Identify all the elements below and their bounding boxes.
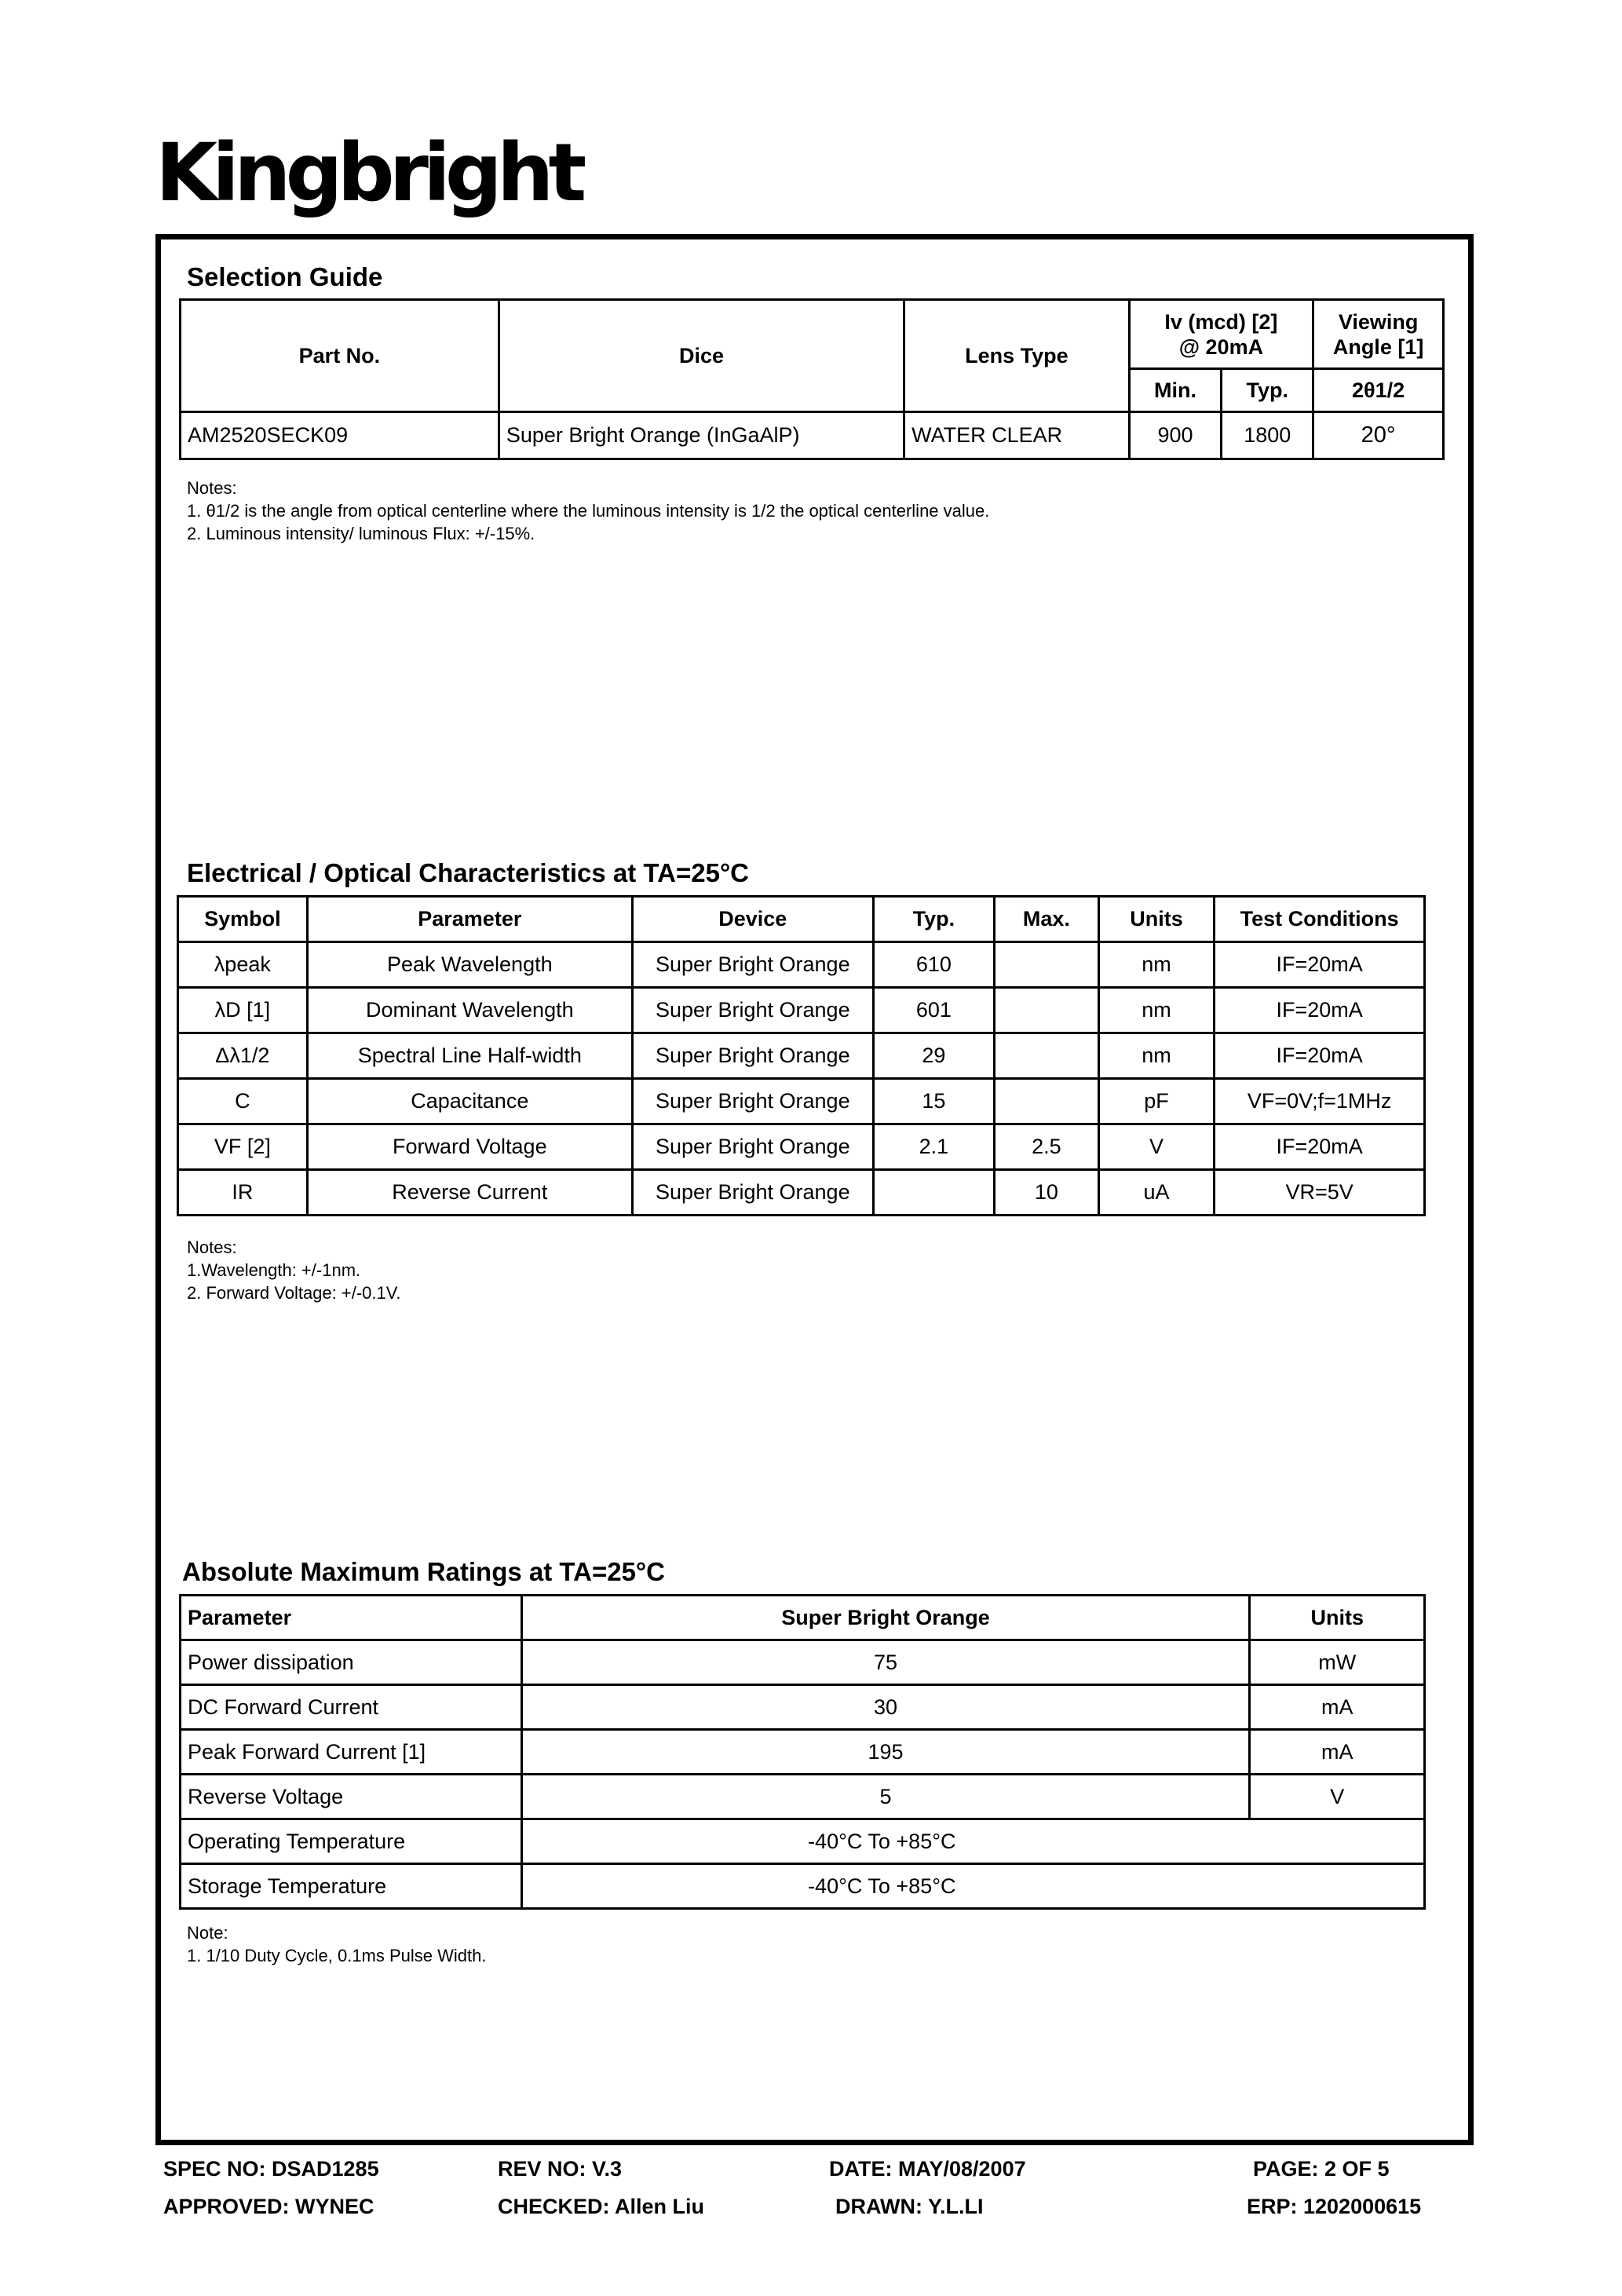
cell-value: 30 [521,1685,1250,1730]
approved: APPROVED: WYNEC [163,2195,374,2218]
cell-units: V [1098,1124,1215,1170]
cell-conditions: IF=20mA [1215,1124,1425,1170]
cell-conditions: VR=5V [1215,1170,1425,1216]
spec-no: SPEC NO: DSAD1285 [163,2157,379,2181]
cell-device: Super Bright Orange [632,1124,873,1170]
cell-typ [873,1170,994,1216]
header-units: Units [1098,897,1215,942]
table-row [181,1775,1425,1819]
cell-units: mA [1250,1685,1425,1730]
header-parameter: Parameter [307,897,632,942]
cell-parameter: Capacitance [307,1079,632,1124]
cell-min: 900 [1129,412,1222,459]
cell-lens-type: WATER CLEAR [904,412,1130,459]
note-line: Note: [187,1923,228,1943]
cell-units: nm [1098,988,1215,1033]
cell-angle: 20° [1313,412,1444,459]
cell-dice: Super Bright Orange (InGaAlP) [499,412,904,459]
cell-symbol: IR [178,1170,308,1216]
header-super-bright-orange: Super Bright Orange [521,1596,1250,1640]
header-max: Max. [995,897,1099,942]
header-parameter: Parameter [181,1596,522,1640]
absolute-ratings-title: Absolute Maximum Ratings at TA=25°C [182,1557,665,1586]
cell-conditions: VF=0V;f=1MHz [1215,1079,1425,1124]
cell-typ: 29 [873,1033,994,1079]
electrical-table [177,895,1426,1216]
table-row [181,1640,1425,1685]
cell-typ: 2.1 [873,1124,994,1170]
cell-units: mA [1250,1730,1425,1775]
header-angle-label: Angle [1] [1332,335,1424,359]
header-min: Min. [1129,369,1222,412]
cell-max: 10 [995,1170,1099,1216]
header-test-conditions: Test Conditions [1215,897,1425,942]
header-viewing-angle [1313,300,1444,369]
header-theta: 2θ1/2 [1313,369,1444,412]
cell-typ: 1800 [1222,412,1313,459]
rev-no: REV NO: V.3 [498,2157,623,2181]
cell-units: pF [1098,1079,1215,1124]
date: DATE: MAY/08/2007 [829,2157,1026,2181]
cell-parameter: Dominant Wavelength [307,988,632,1033]
cell-parameter: Peak Forward Current [1] [181,1730,522,1775]
selection-guide-title: Selection Guide [187,262,383,291]
note-line: 1.Wavelength: +/-1nm. [187,1260,361,1280]
table-row [181,1864,1425,1909]
checked: CHECKED: Allen Liu [498,2195,704,2218]
cell-parameter: Storage Temperature [181,1864,522,1909]
table-row [178,1079,1425,1124]
electrical-title: Electrical / Optical Characteristics at TA=25°C [187,858,749,887]
cell-units: nm [1098,942,1215,988]
cell-typ: 15 [873,1079,994,1124]
selection-notes [187,477,989,545]
drawn: DRAWN: Y.L.LI [835,2195,984,2218]
table-row [181,1685,1425,1730]
header-symbol: Symbol [178,897,308,942]
selection-guide-table [179,298,1445,460]
header-iv-label: Iv (mcd) [2] [1164,309,1278,334]
cell-parameter: Spectral Line Half-width [307,1033,632,1079]
page-number: PAGE: 2 OF 5 [1253,2157,1390,2181]
cell-value: -40°C To +85°C [521,1864,1424,1909]
cell-value: -40°C To +85°C [521,1819,1424,1864]
cell-symbol: λD [1] [178,988,308,1033]
cell-value: 195 [521,1730,1250,1775]
cell-units: uA [1098,1170,1215,1216]
cell-parameter: Peak Wavelength [307,942,632,988]
cell-units: nm [1098,1033,1215,1079]
kingbright-logo: Kingbright [155,126,582,220]
cell-symbol: λpeak [178,942,308,988]
cell-parameter: Reverse Current [307,1170,632,1216]
cell-max [995,988,1099,1033]
header-part-no: Part No. [181,300,499,412]
cell-max: 2.5 [995,1124,1099,1170]
cell-device: Super Bright Orange [632,988,873,1033]
cell-parameter: Forward Voltage [307,1124,632,1170]
cell-units: mW [1250,1640,1425,1685]
cell-parameter: Operating Temperature [181,1819,522,1864]
cell-device: Super Bright Orange [632,1033,873,1079]
absolute-ratings-table [179,1594,1426,1910]
header-units: Units [1250,1596,1425,1640]
cell-typ: 601 [873,988,994,1033]
cell-device: Super Bright Orange [632,1170,873,1216]
note-line: Notes: [187,478,237,498]
table-row [181,412,1444,459]
note-line: 1. 1/10 Duty Cycle, 0.1ms Pulse Width. [187,1946,487,1965]
header-iv [1129,300,1313,369]
cell-parameter: Reverse Voltage [181,1775,522,1819]
table-row [181,1730,1425,1775]
cell-conditions: IF=20mA [1215,942,1425,988]
table-row [181,1819,1425,1864]
cell-conditions: IF=20mA [1215,1033,1425,1079]
cell-typ: 610 [873,942,994,988]
cell-units: V [1250,1775,1425,1819]
cell-symbol: VF [2] [178,1124,308,1170]
table-row [178,988,1425,1033]
header-dice: Dice [499,300,904,412]
cell-parameter: Power dissipation [181,1640,522,1685]
note-line: 1. θ1/2 is the angle from optical centerline where the luminous intensity is 1/2 the optical centerline value. [187,501,990,521]
header-typ: Typ. [1222,369,1313,412]
table-row [178,1124,1425,1170]
absolute-notes [187,1921,487,1967]
header-typ: Typ. [873,897,994,942]
header-viewing-label: Viewing [1338,309,1419,334]
note-line: 2. Forward Voltage: +/-0.1V. [187,1283,401,1303]
header-lens-type: Lens Type [904,300,1130,412]
electrical-notes [187,1236,401,1304]
cell-value: 5 [521,1775,1250,1819]
cell-conditions: IF=20mA [1215,988,1425,1033]
cell-symbol: Δλ1/2 [178,1033,308,1079]
cell-device: Super Bright Orange [632,942,873,988]
table-row [178,1033,1425,1079]
cell-device: Super Bright Orange [632,1079,873,1124]
note-line: 2. Luminous intensity/ luminous Flux: +/-15%. [187,524,535,543]
cell-value: 75 [521,1640,1250,1685]
table-row [178,1170,1425,1216]
erp: ERP: 1202000615 [1247,2195,1422,2218]
header-device: Device [632,897,873,942]
note-line: Notes: [187,1238,237,1257]
cell-symbol: C [178,1079,308,1124]
cell-part-no: AM2520SECK09 [181,412,499,459]
cell-max [995,1079,1099,1124]
table-row [178,942,1425,988]
cell-parameter: DC Forward Current [181,1685,522,1730]
cell-max [995,1033,1099,1079]
header-iv-condition: @ 20mA [1178,335,1264,359]
cell-max [995,942,1099,988]
